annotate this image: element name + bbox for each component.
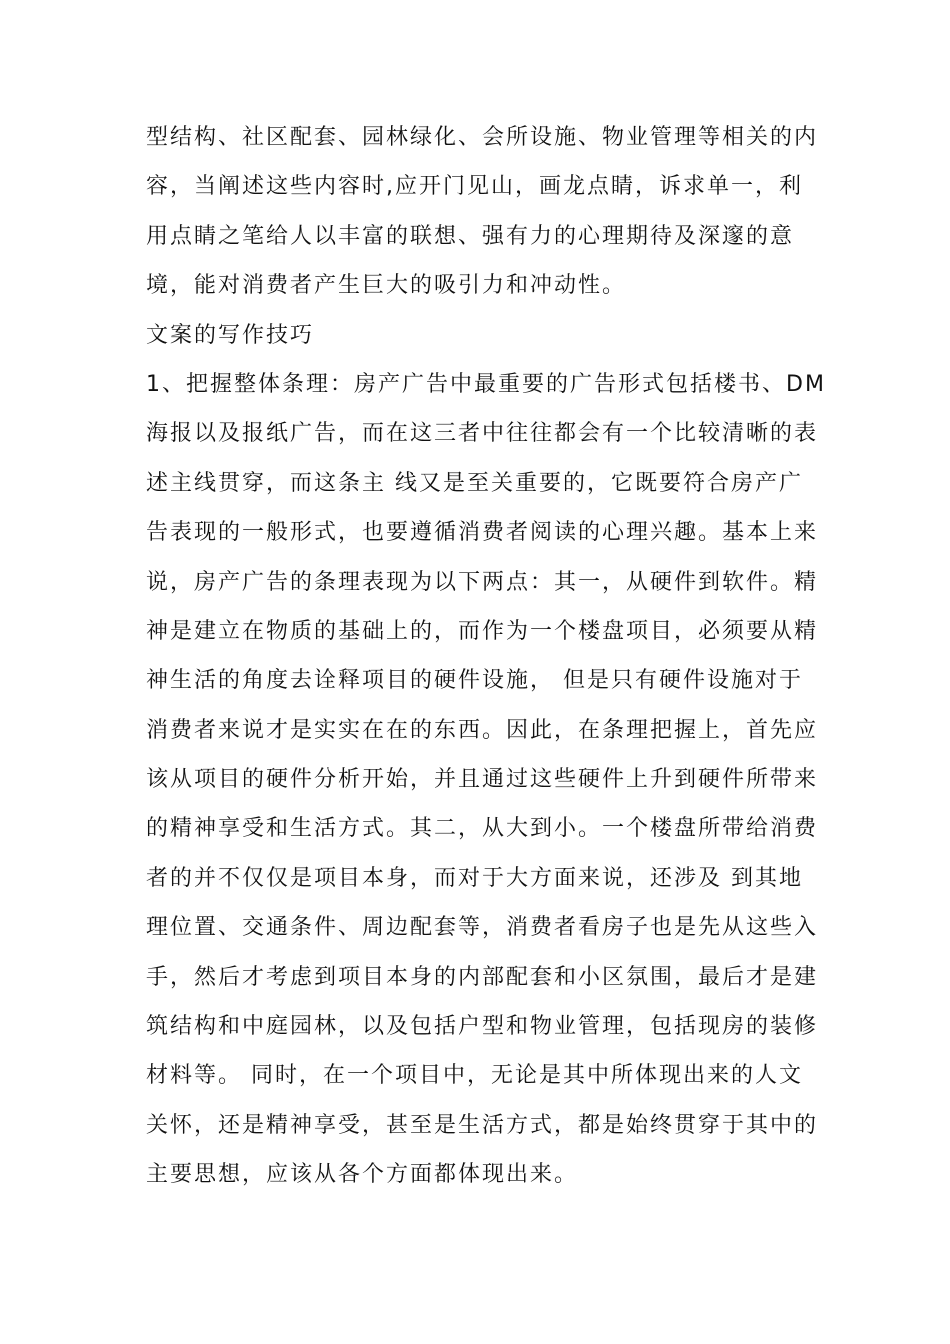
paragraph-line: 述主线贯穿，而这条主 线又是至关重要的，它既要符合房产广 xyxy=(146,470,803,496)
paragraph-line: 理位置、交通条件、周边配套等，消费者看房子也是先从这些入 xyxy=(146,915,819,941)
paragraph-line: 说，房产广告的条理表现为以下两点：其一，从硬件到软件。精 xyxy=(146,569,819,595)
paragraph-line: 告表现的一般形式，也要遵循消费者阅读的心理兴趣。基本上来 xyxy=(146,520,819,546)
paragraph-line: 神生活的角度去诠释项目的硬件设施， 但是只有硬件设施对于 xyxy=(146,668,803,694)
paragraph-line: 海报以及报纸广告，而在这三者中往往都会有一个比较清晰的表 xyxy=(146,421,819,447)
paragraph-line: 主要思想，应该从各个方面都体现出来。 xyxy=(146,1162,579,1188)
paragraph-line: 者的并不仅仅是项目本身，而对于大方面来说，还涉及 到其地 xyxy=(146,865,803,891)
paragraph-line: 筑结构和中庭园林，以及包括户型和物业管理，包括现房的装修 xyxy=(146,1014,819,1040)
document-body xyxy=(146,113,826,1200)
paragraph-line: 1、把握整体条理：房产广告中最重要的广告形式包括楼书、DM xyxy=(146,371,826,397)
paragraph-line: 手，然后才考虑到项目本身的内部配套和小区氛围，最后才是建 xyxy=(146,964,819,990)
section-heading: 文案的写作技巧 xyxy=(146,322,315,348)
paragraph-line: 境，能对消费者产生巨大的吸引力和冲动性。 xyxy=(146,273,627,299)
paragraph-line: 神是建立在物质的基础上的，而作为一个楼盘项目，必须要从精 xyxy=(146,618,819,644)
paragraph-line: 用点睛之笔给人以丰富的联想、强有力的心理期待及深邃的意 xyxy=(146,223,795,249)
paragraph-line: 该从项目的硬件分析开始，并且通过这些硬件上升到硬件所带来 xyxy=(146,767,819,793)
paragraph-line: 容，当阐述这些内容时,应开门见山，画龙点睛，诉求单一，利 xyxy=(146,174,803,200)
paragraph-line: 材料等。 同时，在一个项目中，无论是其中所体现出来的人文 xyxy=(146,1063,803,1089)
paragraph-line: 关怀，还是精神享受，甚至是生活方式，都是始终贯穿于其中的 xyxy=(146,1112,819,1138)
paragraph-line: 型结构、社区配套、园林绿化、会所设施、物业管理等相关的内 xyxy=(146,125,819,150)
paragraph-line: 消费者来说才是实实在在的东西。因此，在条理把握上，首先应 xyxy=(146,717,819,743)
paragraph-line: 的精神享受和生活方式。其二，从大到小。一个楼盘所带给消费 xyxy=(146,816,819,842)
